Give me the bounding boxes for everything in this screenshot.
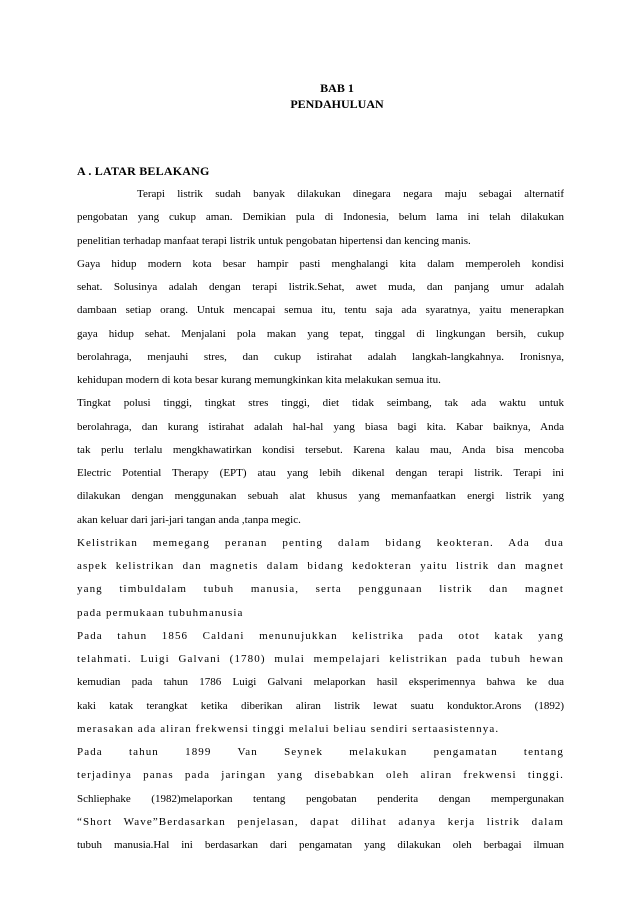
- text-line: penelitian terhadap manfaat terapi listrik untuk pengobatan hipertensi dan kencing manis.: [77, 234, 471, 247]
- text-line: gaya hidup sehat. Menjalani pola makan yang tepat, tinggal di lingkungan bersih, cukup: [77, 327, 564, 340]
- text-line: Pada tahun 1899 Van Seynek melakukan pengamatan tentang: [77, 746, 564, 758]
- text-line: Gaya hidup modern kota besar hampir pasti menghalangi kita dalam memperoleh kondisi: [77, 257, 564, 270]
- text-line: telahmati. Luigi Galvani (1780) mulai mempelajari kelistrikan pada tubuh hewan: [77, 653, 564, 665]
- text-line: kehidupan modern di kota besar kurang memungkinkan kita melakukan semua itu.: [77, 374, 441, 386]
- text-line: tubuh manusia.Hal ini berdasarkan dari pengamatan yang dilakukan oleh berbagai ilmuan: [77, 839, 564, 851]
- text-line: aspek kelistrikan dan magnetis dalam bidang kedokteran yaitu listrik dan magnet: [77, 560, 564, 572]
- text-line: Schliephake (1982)melaporkan tentang pengobatan penderita dengan mempergunakan: [77, 792, 564, 805]
- chapter-title: PENDAHULUAN: [290, 97, 384, 111]
- text-line: pengobatan yang cukup aman. Demikian pula di Indonesia, belum lama ini telah dilakukan: [77, 211, 564, 224]
- text-line: kaki katak terangkat ketika diberikan aliran listrik lewat suatu konduktor.Arons (1892): [77, 699, 564, 712]
- text-line: dilakukan dengan menggunakan sebuah alat khusus yang memanfaatkan energi listrik yang: [77, 490, 564, 503]
- text-line: “Short Wave”Berdasarkan penjelasan, dapat dilihat adanya kerja listrik dalam: [77, 815, 564, 828]
- text-line: terjadinya panas pada jaringan yang disebabkan oleh aliran frekwensi tinggi.: [77, 769, 564, 782]
- text-line: tak perlu terlalu mengkhawatirkan kondisi tersebut. Karena kalau mau, Anda bisa mencoba: [77, 443, 564, 456]
- text-line: berolahraga, menjauhi stres, dan cukup istirahat adalah langkah-langkahnya. Ironisnya,: [77, 350, 564, 363]
- text-line: pada permukaan tubuhmanusia: [77, 606, 244, 619]
- text-line: Tingkat polusi tinggi, tingkat stres tinggi, diet tidak seimbang, tak ada waktu untuk: [77, 397, 564, 410]
- text-line: merasakan ada aliran frekwensi tinggi melalui beliau sendiri sertaasistennya.: [77, 722, 500, 735]
- text-line: Pada tahun 1856 Caldani menunujukkan kelistrika pada otot katak yang: [77, 629, 564, 642]
- text-line: dambaan setiap orang. Untuk mencapai semua itu, tentu saja ada syaratnya, yaitu menerapkan: [77, 304, 564, 317]
- text-line: sehat. Solusinya adalah dengan terapi listrik.Sehat, awet muda, dan panjang umur adalah: [77, 281, 564, 293]
- text-line: akan keluar dari jari-jari tangan anda ,tanpa megic.: [77, 513, 301, 526]
- text-line: kemudian pada tahun 1786 Luigi Galvani melaporkan hasil eksperimennya bahwa ke dua: [77, 676, 564, 689]
- text-line: berolahraga, dan kurang istirahat adalah hal-hal yang biasa bagi kita. Kabar baiknya, Anda: [77, 420, 564, 433]
- section-heading: A . LATAR BELAKANG: [77, 164, 210, 178]
- body-text: [77, 183, 564, 857]
- chapter-number: BAB 1: [320, 81, 354, 95]
- text-line: yang timbuldalam tubuh manusia, serta penggunaan listrik dan magnet: [77, 583, 564, 596]
- text-line: Terapi listrik sudah banyak dilakukan dinegara negara maju sebagai alternatif: [137, 188, 564, 200]
- text-line: Kelistrikan memegang peranan penting dalam bidang keokteran. Ada dua: [77, 536, 564, 549]
- text-line: Electric Potential Therapy (EPT) atau yang lebih dikenal dengan terapi listrik. Terapi ini: [77, 467, 564, 479]
